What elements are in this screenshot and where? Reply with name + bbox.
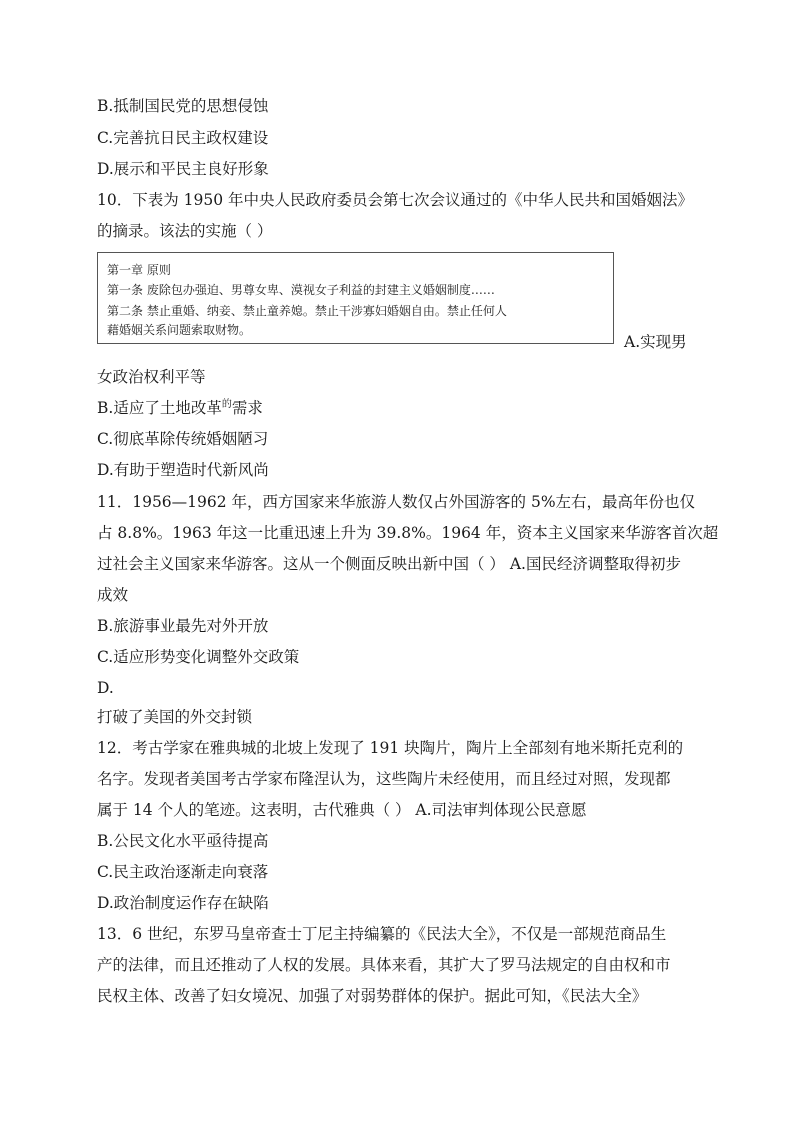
option-b-q11: B.旅游事业最先对外开放 bbox=[97, 617, 269, 635]
marriage-law-excerpt-box bbox=[97, 252, 614, 344]
box-article-2-line-1: 第二条 禁止重婚、纳妾、禁止童养媳。禁止干涉寡妇婚姻自由。禁止任何人 bbox=[107, 304, 507, 318]
question-11-line-2: 占 8.8%。1963 年这一比重迅速上升为 39.8%。1964 年，资本主义国家来华游客首次超 bbox=[97, 524, 719, 542]
question-12-line-1: 12．考古学家在雅典城的北坡上发现了 191 块陶片，陶片上全部刻有地米斯托克利的 bbox=[97, 739, 684, 757]
option-a-q10-start: A.实现男 bbox=[624, 333, 687, 351]
option-b-q12: B.公民文化水平亟待提高 bbox=[97, 832, 269, 850]
option-a-q11-end: 成效 bbox=[97, 586, 129, 604]
option-c-q10: C.彻底革除传统婚姻陋习 bbox=[97, 430, 269, 448]
question-10-line-1: 10．下表为 1950 年中央人民政府委员会第七次会议通过的《中华人民共和国婚姻法》 bbox=[97, 191, 694, 209]
question-12-line-3: 属于 14 个人的笔迹。这表明，古代雅典（ ） A.司法审判体现公民意愿 bbox=[97, 801, 587, 819]
question-13-line-3: 民权主体、改善了妇女境况、加强了对弱势群体的保护。据此可知，《民法大全》 bbox=[97, 987, 648, 1005]
question-10-line-2: 的摘录。该法的实施（ ） bbox=[97, 222, 273, 240]
option-b-q10-text: B.适应了土地改革 bbox=[97, 399, 222, 417]
box-article-2-line-2: 藉婚姻关系问题索取财物。 bbox=[107, 323, 252, 337]
option-d-q12: D.政治制度运作存在缺陷 bbox=[97, 894, 269, 912]
option-d-q11-label: D. bbox=[97, 679, 114, 697]
option-c-q12: C.民主政治逐渐走向衰落 bbox=[97, 863, 269, 881]
option-b-q10 bbox=[97, 398, 263, 421]
box-chapter: 第一章 原则 bbox=[107, 263, 171, 277]
box-article-1: 第一条 废除包办强迫、男尊女卑、漠视女子利益的封建主义婚姻制度…… bbox=[107, 283, 495, 297]
option-d-q9: D.展示和平民主良好形象 bbox=[97, 160, 269, 178]
question-11-line-1: 11．1956—1962 年，西方国家来华旅游人数仅占外国游客的 5%左右，最高年份也仅 bbox=[97, 493, 696, 511]
option-b-q10-tail: 需求 bbox=[231, 399, 263, 417]
option-a-q10-end: 女政治权利平等 bbox=[97, 368, 206, 386]
option-c-q11: C.适应形势变化调整外交政策 bbox=[97, 648, 300, 666]
option-b-q9: B.抵制国民党的思想侵蚀 bbox=[97, 97, 269, 115]
question-13-line-1: 13．6 世纪，东罗马皇帝查士丁尼主持编纂的《民法大全》，不仅是一部规范商品生 bbox=[97, 925, 667, 943]
question-11-line-3: 过社会主义国家来华游客。这从一个侧面反映出新中国（ ） A.国民经济调整取得初步 bbox=[97, 555, 681, 573]
question-12-line-2: 名字。发现者美国考古学家布隆涅认为，这些陶片未经使用，而且经过对照，发现都 bbox=[97, 770, 671, 788]
option-d-q11-text: 打破了美国的外交封锁 bbox=[97, 708, 253, 726]
option-d-q10: D.有助于塑造时代新风尚 bbox=[97, 461, 269, 479]
option-c-q9: C.完善抗日民主政权建设 bbox=[97, 129, 269, 147]
question-13-line-2: 产的法律，而且还推动了人权的发展。具体来看，其扩大了罗马法规定的自由权和市 bbox=[97, 956, 671, 974]
option-b-q10-sup: 的 bbox=[221, 399, 232, 410]
